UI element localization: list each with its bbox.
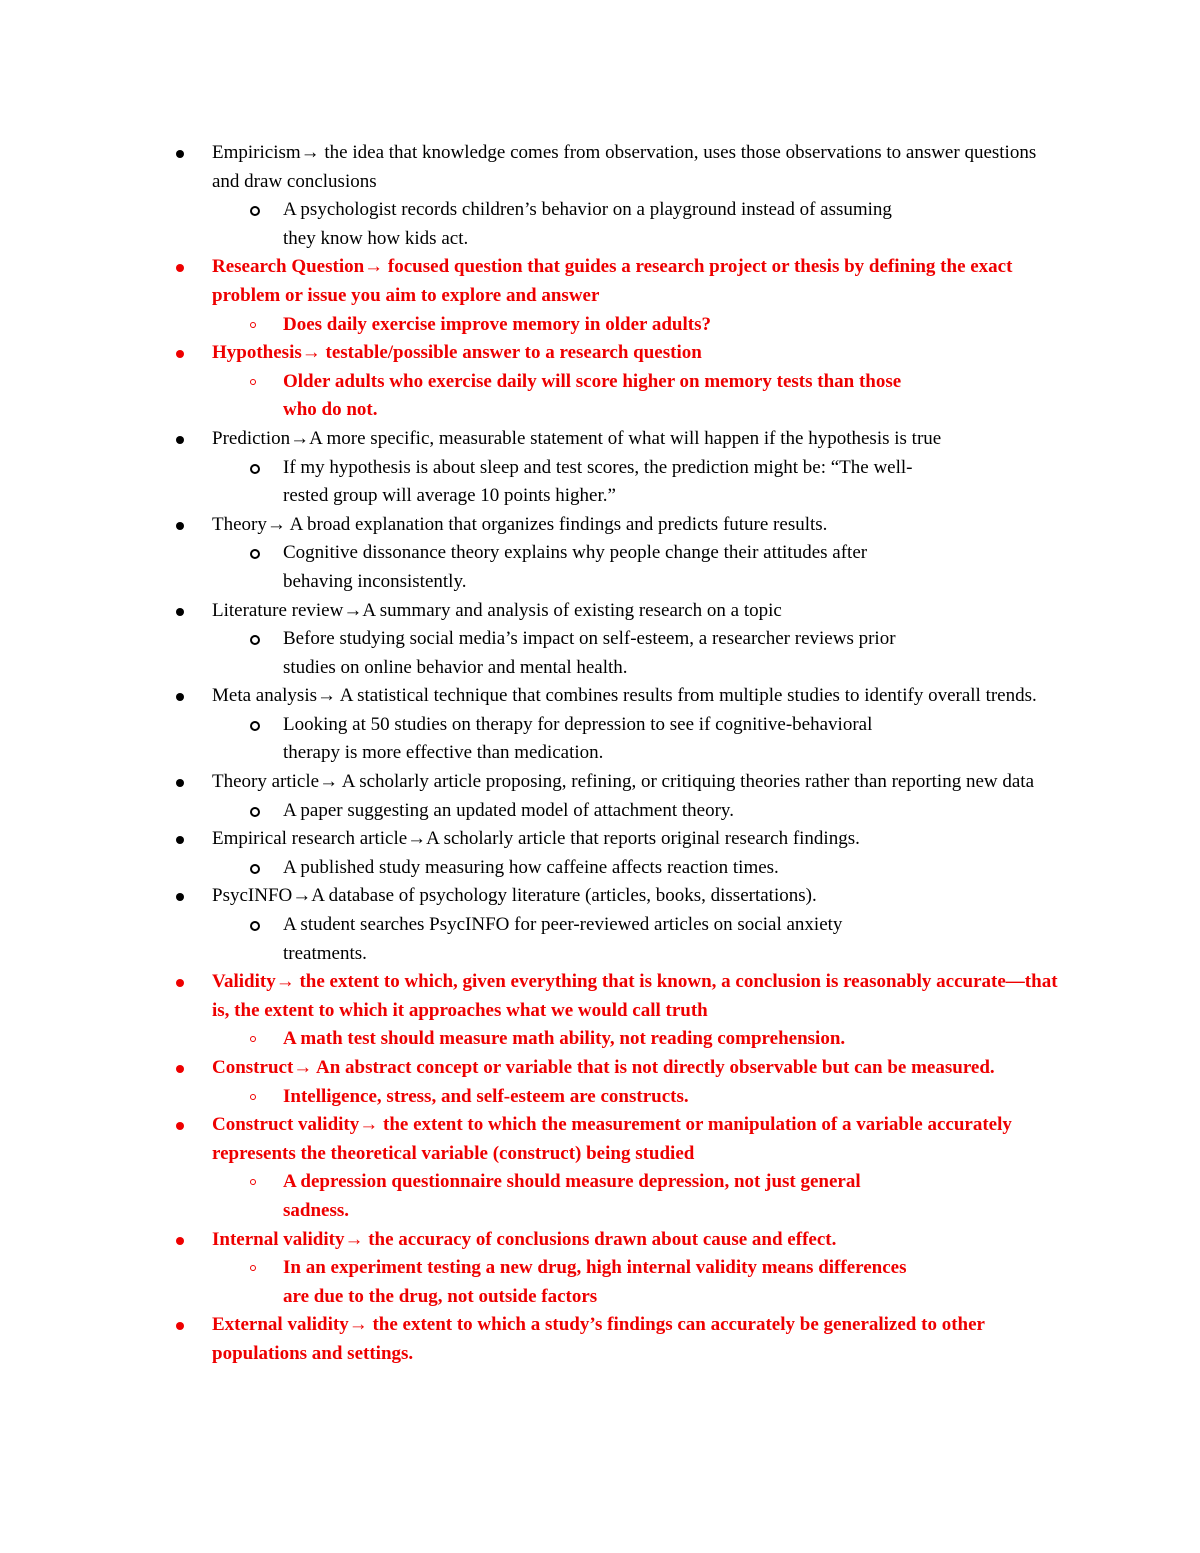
example-list (212, 539, 1060, 596)
hollow-bullet-icon (250, 322, 256, 328)
term-definition: Empiricism→ the idea that knowledge comes from observation, uses those observations to answer questions and draw conclusions (212, 142, 1037, 192)
example-list (212, 368, 1060, 425)
hollow-bullet-icon (250, 1179, 256, 1185)
term-item-empiricism (0, 139, 1200, 253)
filled-bullet-icon (176, 1065, 184, 1073)
hollow-bullet-icon (250, 921, 260, 931)
example-text: A depression questionnaire should measure depression, not just general sadness. (283, 1171, 861, 1221)
hollow-bullet-icon (250, 864, 260, 874)
hollow-bullet-icon (250, 206, 260, 216)
term-definition: Construct validity→ the extent to which the measurement or manipulation of a variable accurately represents the theoretical variable (construct) being studied (212, 1114, 1012, 1164)
term-definition: Theory→ A broad explanation that organizes findings and predicts future results. (212, 513, 828, 535)
example-text: A math test should measure math ability, not reading comprehension. (283, 1028, 846, 1050)
term-definition: Meta analysis→ A statistical technique that combines results from multiple studies to identify overall trends. (212, 685, 1037, 707)
example-text: A student searches PsycINFO for peer-reviewed articles on social anxiety treatments. (283, 914, 843, 964)
term-definition: Research Question→ focused question that guides a research project or thesis by defining the exact problem or issue you aim to explore and answer (212, 256, 1013, 306)
term-item-theory-article (0, 768, 1200, 825)
example-text: A published study measuring how caffeine affects reaction times. (283, 856, 779, 878)
hollow-bullet-icon (250, 635, 260, 645)
term-list (0, 139, 1200, 1369)
example-text: Older adults who exercise daily will score higher on memory tests than those who do not. (283, 370, 902, 421)
example-item (0, 1025, 1060, 1054)
example-item (0, 196, 1060, 253)
term-definition: Construct→ An abstract concept or variable that is not directly observable but can be measured. (212, 1057, 995, 1078)
filled-bullet-icon (176, 1322, 184, 1330)
filled-bullet-icon (176, 436, 184, 444)
example-list (212, 625, 1060, 682)
hollow-bullet-icon (250, 1265, 256, 1271)
example-text: A psychologist records children’s behavior on a playground instead of assuming they know how kids act. (283, 199, 892, 249)
filled-bullet-icon (176, 608, 184, 616)
example-text: If my hypothesis is about sleep and test scores, the prediction might be: “The well-rested group will average 10 points higher.” (283, 456, 913, 507)
hollow-bullet-icon (250, 464, 260, 474)
term-definition: Literature review→A summary and analysis of existing research on a topic (212, 599, 782, 621)
example-text: A paper suggesting an updated model of attachment theory. (283, 799, 734, 821)
term-item-construct-validity (0, 1111, 1200, 1225)
example-text: In an experiment testing a new drug, high internal validity means differences are due to the drug, not outside factors (283, 1257, 907, 1307)
example-text: Intelligence, stress, and self-esteem are constructs. (283, 1085, 689, 1107)
term-definition: Prediction→A more specific, measurable statement of what will happen if the hypothesis is true (212, 427, 942, 449)
filled-bullet-icon (176, 350, 184, 358)
filled-bullet-icon (176, 979, 184, 987)
example-list (212, 1254, 1060, 1311)
term-item-psycinfo (0, 882, 1200, 968)
filled-bullet-icon (176, 1237, 184, 1245)
example-list (212, 1168, 1060, 1225)
term-item-prediction (0, 425, 1200, 511)
term-item-internal-validity (0, 1226, 1200, 1312)
term-item-empirical-research-article (0, 825, 1200, 882)
example-item (0, 854, 1060, 883)
example-item (0, 711, 1060, 768)
term-definition: Internal validity→ the accuracy of conclusions drawn about cause and effect. (212, 1228, 837, 1250)
example-list (212, 797, 1060, 826)
term-definition: PsycINFO→A database of psychology literature (articles, books, dissertations). (212, 885, 817, 907)
example-text: Cognitive dissonance theory explains why people change their attitudes after behaving inconsistently. (283, 542, 868, 592)
example-item (0, 311, 1060, 340)
hollow-bullet-icon (250, 721, 260, 731)
example-list (212, 1083, 1060, 1112)
hollow-bullet-icon (250, 1036, 256, 1042)
example-item (0, 539, 1060, 596)
term-definition: Empirical research article→A scholarly article that reports original research findings. (212, 828, 860, 850)
example-text: Does daily exercise improve memory in older adults? (283, 313, 711, 335)
hollow-bullet-icon (250, 549, 260, 559)
example-item (0, 797, 1060, 826)
hollow-bullet-icon (250, 379, 256, 385)
example-list (212, 311, 1060, 340)
filled-bullet-icon (176, 1122, 184, 1130)
term-item-literature-review (0, 597, 1200, 683)
example-item (0, 911, 1060, 968)
document-page (0, 139, 1200, 1369)
example-item (0, 454, 1060, 511)
example-text: Looking at 50 studies on therapy for depression to see if cognitive-behavioral therapy is more effective than medication. (283, 713, 873, 764)
term-definition: External validity→ the extent to which a study’s findings can accurately be generalized to other populations and settings. (212, 1314, 985, 1364)
example-item (0, 625, 1060, 682)
term-item-validity (0, 968, 1200, 1054)
filled-bullet-icon (176, 893, 184, 901)
filled-bullet-icon (176, 150, 184, 158)
example-item (0, 1254, 1060, 1311)
term-definition: Theory article→ A scholarly article proposing, refining, or critiquing theories rather than reporting new data (212, 771, 1035, 793)
term-item-external-validity (0, 1311, 1200, 1368)
term-item-meta-analysis (0, 682, 1200, 768)
term-definition: Hypothesis→ testable/possible answer to a research question (212, 342, 702, 364)
example-list (212, 454, 1060, 511)
example-text: Before studying social media’s impact on self-esteem, a researcher reviews prior studies on online behavior and mental health. (283, 628, 896, 678)
filled-bullet-icon (176, 522, 184, 530)
example-list (212, 196, 1060, 253)
example-item (0, 1168, 1060, 1225)
example-item (0, 1083, 1060, 1112)
term-item-hypothesis (0, 339, 1200, 425)
filled-bullet-icon (176, 779, 184, 787)
term-item-construct (0, 1054, 1200, 1111)
hollow-bullet-icon (250, 807, 260, 817)
example-item (0, 368, 1060, 425)
term-item-theory (0, 511, 1200, 597)
example-list (212, 711, 1060, 768)
filled-bullet-icon (176, 693, 184, 701)
example-list (212, 854, 1060, 883)
term-definition: Validity→ the extent to which, given everything that is known, a conclusion is reasonably accurate—that is, the extent to which it approaches what we would call truth (212, 971, 1058, 1021)
example-list (212, 911, 1060, 968)
filled-bullet-icon (176, 264, 184, 272)
example-list (212, 1025, 1060, 1054)
hollow-bullet-icon (250, 1094, 256, 1100)
term-item-research-question (0, 253, 1200, 339)
filled-bullet-icon (176, 836, 184, 844)
